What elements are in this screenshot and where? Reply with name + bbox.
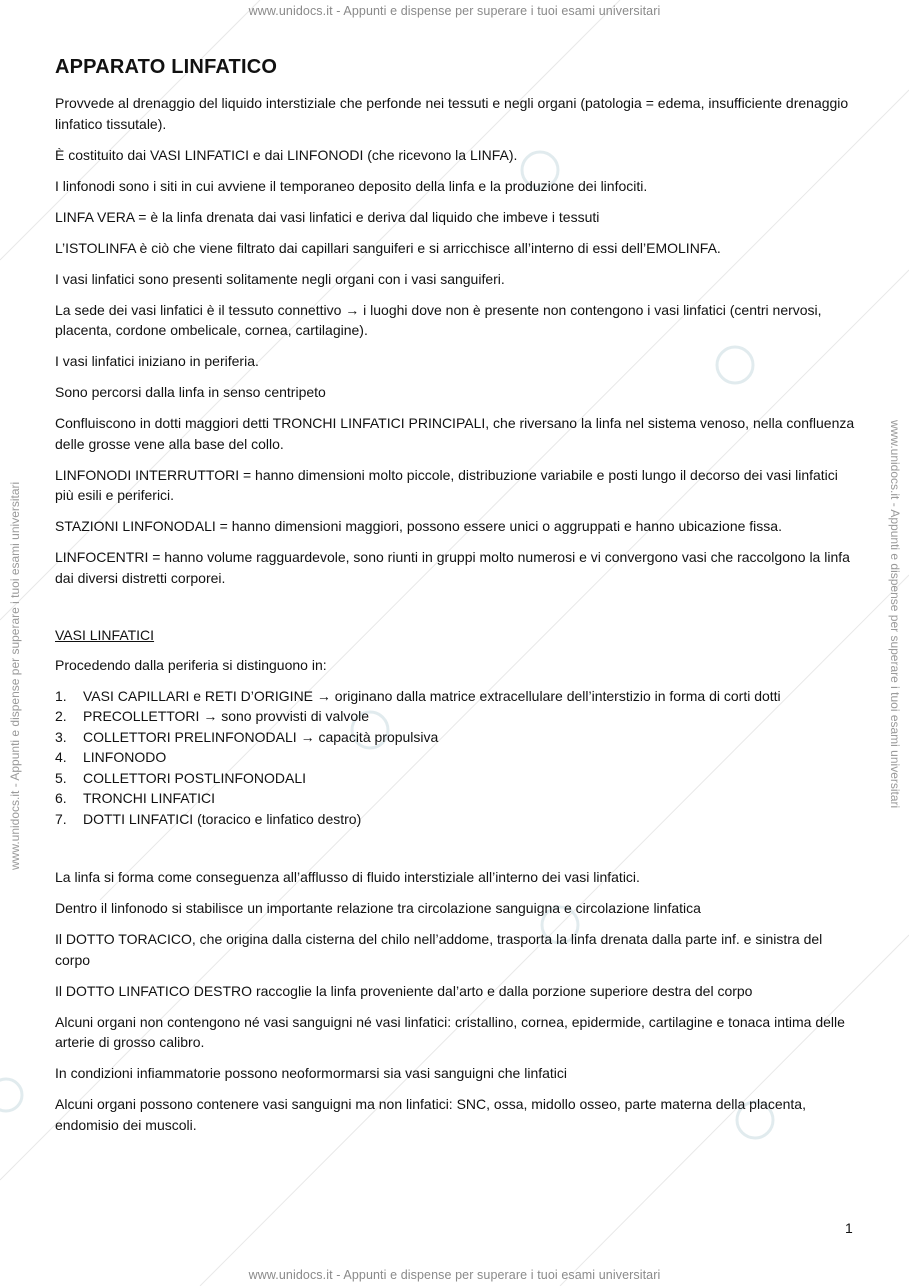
list-text: DOTTI LINFATICI (toracico e linfatico destro) — [83, 810, 362, 827]
watermark-footer: www.unidocs.it - Appunti e dispense per superare i tuoi esami universitari — [248, 1268, 661, 1282]
paragraph: I linfonodi sono i siti in cui avviene il temporaneo deposito della linfa e la produzione dei linfociti. — [55, 177, 648, 194]
list-number: 7. — [55, 810, 67, 827]
list-item — [55, 706, 855, 727]
list-text: LINFONODO — [83, 749, 167, 765]
list-item — [55, 727, 855, 748]
closing-paragraphs — [55, 867, 855, 1135]
list-text: PRECOLLETTORI → sono provvisti di valvole — [83, 708, 370, 724]
paragraph: LINFONODI INTERRUTTORI = hanno dimensioni molto piccole, distribuzione variabile e posti lungo il decorso dei vasi linfatici più esili e periferici. — [55, 466, 838, 503]
document-title: APPARATO LINFATICO — [55, 56, 278, 78]
list-number: 5. — [55, 769, 67, 786]
list-text: TRONCHI LINFATICI — [83, 790, 215, 806]
watermark-header: www.unidocs.it - Appunti e dispense per superare i tuoi esami universitari — [248, 4, 661, 18]
paragraph: LINFA VERA = è la linfa drenata dai vasi linfatici e deriva dal liquido che imbeve i tessuti — [55, 208, 600, 225]
paragraph: Provvede al drenaggio del liquido interstiziale che perfonde nei tessuti e negli organi (patologia = edema, insufficiente drenaggio linfatico tissutale). — [55, 95, 849, 132]
paragraph: I vasi linfatici sono presenti solitamente negli organi con i vasi sanguiferi. — [55, 270, 505, 287]
spacer — [55, 599, 855, 625]
list-number: 6. — [55, 790, 67, 806]
list-number: 1. — [55, 687, 67, 704]
vessel-list — [55, 686, 855, 830]
page-number: 1 — [845, 1220, 853, 1236]
list-text: VASI CAPILLARI e RETI D’ORIGINE → originano dalla matrice extracellulare dell’interstizio in forma di corti dotti — [83, 687, 781, 704]
paragraph: Alcuni organi possono contenere vasi sanguigni ma non linfatici: SNC, ossa, midollo osseo, parte materna della placenta, endomisio dei muscoli. — [55, 1096, 806, 1133]
list-number: 4. — [55, 749, 67, 765]
paragraph: STAZIONI LINFONODALI = hanno dimensioni maggiori, possono essere unici o aggruppati e hanno ubicazione fissa. — [55, 518, 782, 534]
paragraph: I vasi linfatici iniziano in periferia. — [55, 353, 259, 369]
watermark-left: www.unidocs.it - Appunti e dispense per superare i tuoi esami universitari — [8, 481, 22, 870]
list-item — [55, 747, 855, 768]
list-text: COLLETTORI POSTLINFONODALI — [83, 769, 307, 786]
list-item — [55, 768, 855, 789]
spacer — [55, 841, 855, 867]
list-item — [55, 809, 855, 830]
list-number: 3. — [55, 728, 67, 745]
list-text: COLLETTORI PRELINFONODALI → capacità propulsiva — [83, 728, 439, 745]
section-intro: Procedendo dalla periferia si distinguono in: — [55, 656, 327, 673]
list-number: 2. — [55, 708, 67, 724]
paragraph: Alcuni organi non contengono né vasi sanguigni né vasi linfatici: cristallino, cornea, epidermide, cartilagine e tonaca intima delle arterie di grosso calibro. — [55, 1013, 845, 1050]
paragraph: Il DOTTO TORACICO, che origina dalla cisterna del chilo nell’addome, trasporta la linfa drenata dalla parte inf. e sinistra del corpo — [55, 931, 823, 968]
list-item — [55, 788, 855, 809]
document-body — [55, 56, 855, 1146]
section-heading: VASI LINFATICI — [55, 626, 155, 643]
paragraph: Dentro il linfonodo si stabilisce un importante relazione tra circolazione sanguigna e circolazione linfatica — [55, 900, 701, 916]
paragraph: Sono percorsi dalla linfa in senso centripeto — [55, 384, 326, 400]
paragraph: L’ISTOLINFA è ciò che viene filtrato dai capillari sanguiferi e si arricchisce all’interno di essi dell’EMOLINFA. — [55, 239, 721, 256]
paragraph: La sede dei vasi linfatici è il tessuto connettivo → i luoghi dove non è presente non contengono i vasi linfatici (centri nervosi, placenta, cordone ombelicale, cornea, cartilagine). — [55, 301, 822, 338]
list-item — [55, 686, 855, 707]
paragraph: Confluiscono in dotti maggiori detti TRONCHI LINFATICI PRINCIPALI, che riversano la linfa nel sistema venoso, nella confluenza delle grosse vene alla base del collo. — [55, 415, 855, 452]
paragraph: La linfa si forma come conseguenza all’afflusso di fluido interstiziale all’interno dei vasi linfatici. — [55, 869, 640, 885]
paragraph: Il DOTTO LINFATICO DESTRO raccoglie la linfa proveniente dal’arto e dalla porzione superiore destra del corpo — [55, 982, 753, 999]
paragraph: In condizioni infiammatorie possono neoformormarsi sia vasi sanguigni che linfatici — [55, 1065, 568, 1081]
paragraph: È costituito dai VASI LINFATICI e dai LINFONODI (che ricevono la LINFA). — [55, 146, 518, 163]
intro-paragraphs — [55, 93, 855, 588]
watermark-right: www.unidocs.it - Appunti e dispense per superare i tuoi esami universitari — [888, 420, 902, 809]
paragraph: LINFOCENTRI = hanno volume ragguardevole, sono riunti in gruppi molto numerosi e vi convergono vasi che raccolgono la linfa dai diversi distretti corporei. — [55, 549, 850, 586]
